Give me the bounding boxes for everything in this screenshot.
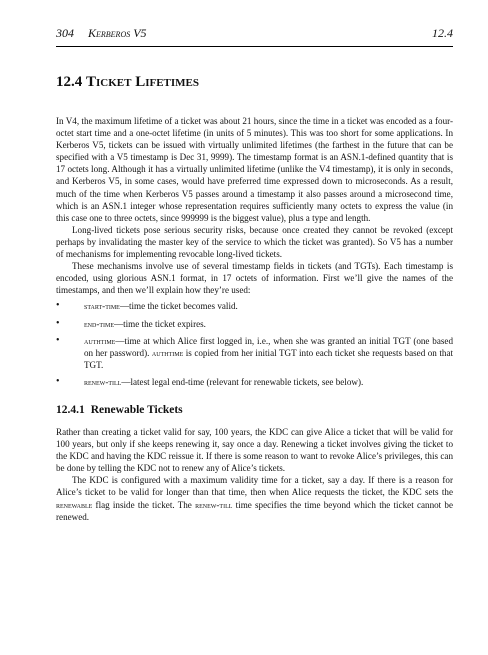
term-end-time: end-time xyxy=(84,318,115,329)
section-title: Ticket Lifetimes xyxy=(86,74,200,90)
list-item-authtime xyxy=(56,335,453,371)
chapter-title: Kerberos V5 xyxy=(88,26,147,40)
running-section-number: 12.4 xyxy=(432,26,453,40)
paragraph-kdc-config xyxy=(56,474,453,522)
flag-renew-till: renew-till xyxy=(195,499,233,510)
kdc-text-a: The KDC is configured with a maximum validity time for a ticket, say a day. If there is a reason for Alice’s ticket to be valid for longer than that time, then when Alice requests the ticket, the KDC sets the xyxy=(56,475,453,498)
desc-authtime-a: —time at which Alice first logged in, i.e., when she was granted an initial TGT (one based on her password). xyxy=(84,335,453,358)
kdc-text-b: flag inside the ticket. The xyxy=(92,499,196,510)
paragraph-v4-lifetime: In V4, the maximum lifetime of a ticket was about 21 hours, since the time in a ticket was encoded as a four-octet start time and a one-octet lifetime (in units of 5 minutes). This was too short for some applications. In Kerberos V5, tickets can be issued with virtually unlimited lifetimes (the farthest in the future that can be specified with a V5 timestamp is Dec 31, 9999). The timestamp format is an ASN.1-defined quantity that is 17 octets long. Although it has a virtually unlimited lifetime (unlike the V4 timestamp), it is only in seconds, and Kerberos V5, in some cases, would have preferred time expressed down to microseconds. As a result, much of the time when Kerberos V5 passes around a timestamp it also passes around a microsecond time, which is an ASN.1 integer whose representation requires sufficiently many octets to express the value (in this case one to three octets, since 999999 is the biggest value), plus a type and length. xyxy=(56,116,453,223)
book-page xyxy=(56,26,453,523)
running-head xyxy=(56,26,453,42)
header-rule xyxy=(56,46,453,47)
desc-start-time: —time the ticket becomes valid. xyxy=(119,301,238,312)
paragraph-mechanisms: These mechanisms involve use of several timestamp fields in tickets (and TGTs). Each timestamp is encoded, using glorious ASN.1 format, in 17 octets of information. First we’ll give the names of the timestamps, and then we’ll explain how they’re used: xyxy=(56,261,453,296)
term-start-time: start-time xyxy=(84,301,120,312)
bullet-icon: • xyxy=(56,317,60,329)
section-heading xyxy=(56,73,453,91)
desc-renew-till: —latest legal end-time (relevant for renewable tickets, see below). xyxy=(121,376,364,387)
page-number: 304 xyxy=(56,26,74,40)
subsection-heading xyxy=(56,403,453,417)
term-renew-till: renew-till xyxy=(84,376,122,387)
bullet-icon: • xyxy=(56,375,60,387)
bullet-icon: • xyxy=(56,300,60,312)
term-authtime-repeat: authtime xyxy=(151,347,184,358)
kdc-text-c: time specifies the time beyond which the ticket cannot be renewed. xyxy=(56,499,453,522)
desc-end-time: —time the ticket expires. xyxy=(114,318,206,329)
list-item-end-time xyxy=(56,318,453,330)
desc-authtime-b: is copied from her initial TGT into each ticket she requests based on that TGT. xyxy=(84,347,454,370)
bullet-icon: • xyxy=(56,334,60,346)
list-item-renew-till xyxy=(56,376,453,388)
section-number: 12.4 xyxy=(56,74,83,90)
subsection-number: 12.4.1 xyxy=(56,403,85,416)
list-item-start-time xyxy=(56,300,453,312)
subsection-title: Renewable Tickets xyxy=(90,403,183,416)
paragraph-renewing: Rather than creating a ticket valid for say, 100 years, the KDC can give Alice a ticket that will be valid for 100 years, but only if she keeps renewing it, say once a day. Renewing a ticket involves giving the ticket to the KDC and having the KDC reissue it. If there is some reason to want to revoke Alice’s privileges, this can be done by telling the KDC not to renew any of Alice’s tickets. xyxy=(56,426,453,474)
timestamp-list xyxy=(56,300,453,388)
flag-renewable: renewable xyxy=(56,499,93,510)
paragraph-long-lived: Long-lived tickets pose serious security risks, because once created they cannot be revoked (except perhaps by invalidating the master key of the service to which the ticket was granted). So V5 has a number of mechanisms for implementing revocable long-lived tickets. xyxy=(56,224,453,260)
term-authtime: authtime xyxy=(84,335,116,346)
